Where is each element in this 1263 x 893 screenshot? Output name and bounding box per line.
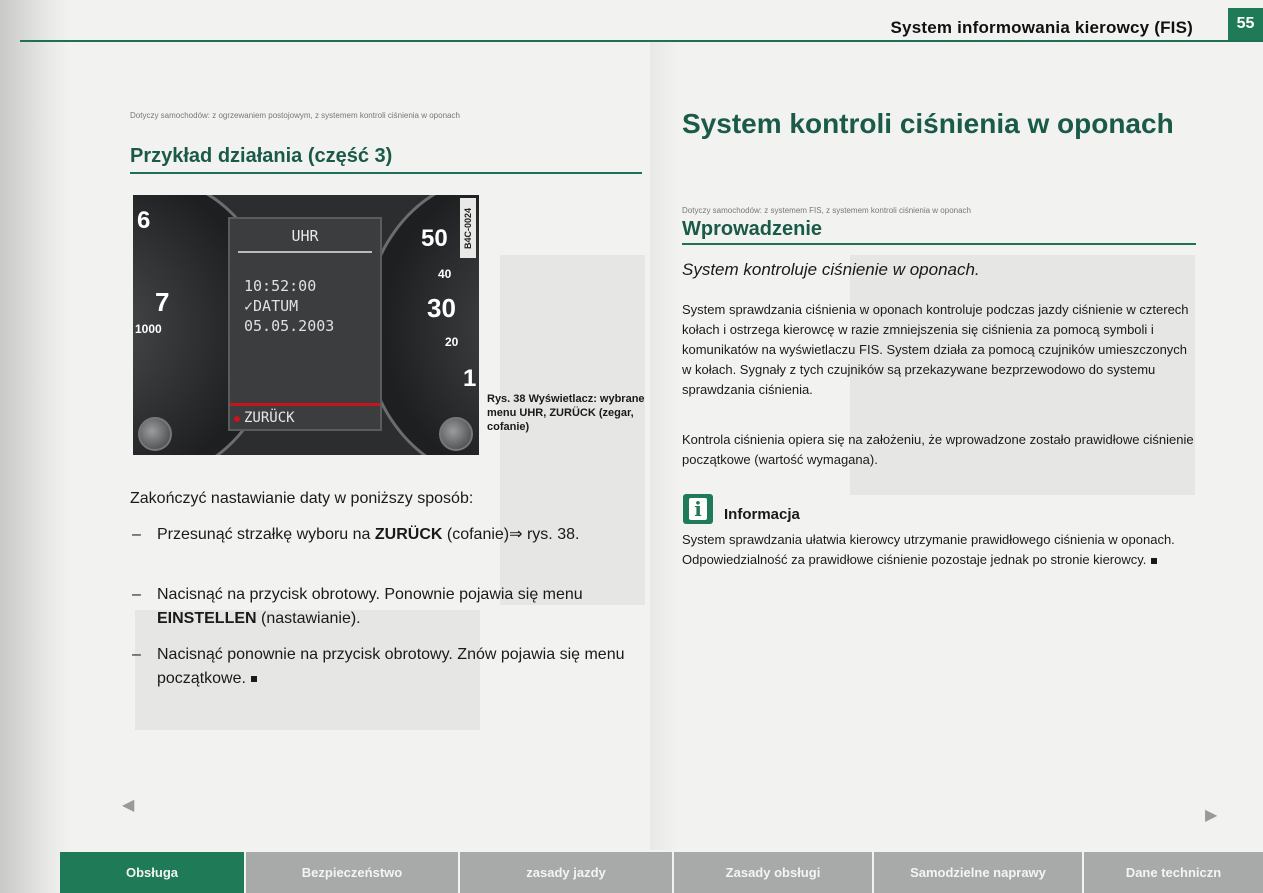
end-square-icon <box>251 676 257 682</box>
gauge-number: 1000 <box>135 322 162 336</box>
caption-text: Wyświetlacz: wybrane menu UHR, ZURÜCK (zegar, cofanie) <box>487 393 645 433</box>
list-dash: – <box>132 646 141 663</box>
paragraph: System sprawdzania ciśnienia w oponach kontroluje podczas jazdy ciśnienie w czterech kołach i ostrzega kierowcę w razie zmniejszenia się ciśnienia za pomocą symboli i komunikatów na wyświetlaczu FIS. System działa za pomocą czujników umieszczonych w kołach. Sygnały z tych czujników są przekazywane bezprzewodowo do systemu sprawdzania ciśnienia. <box>682 302 1189 397</box>
chapter-nav-bar <box>60 852 1263 893</box>
running-header-title: System informowania kierowcy (FIS) <box>890 18 1193 37</box>
chapter-title: System kontroli ciśnienia w oponach <box>682 108 1174 139</box>
next-page-arrow-icon: ▶ <box>1205 807 1218 824</box>
nav-tab-bezpieczenstwo[interactable]: Bezpieczeństwo <box>246 852 460 893</box>
list-dash: – <box>132 526 141 543</box>
gauge-number: 50 <box>421 225 448 252</box>
section-title: Wprowadzenie <box>682 218 823 240</box>
instrument-cluster-figure <box>133 195 479 455</box>
step-text: Nacisnąć na przycisk obrotowy. Ponownie pojawia się menu <box>157 586 583 603</box>
step-bold-term: EINSTELLEN <box>157 610 257 627</box>
nav-tab-samodzielne-naprawy[interactable]: Samodzielne naprawy <box>874 852 1084 893</box>
fis-display <box>228 217 382 431</box>
nav-tab-dane-techniczne[interactable]: Dane techniczn <box>1084 852 1263 893</box>
info-paragraph <box>682 530 1197 570</box>
display-selected-item: ✓DATUM <box>244 297 299 315</box>
gauge-number: 6 <box>137 207 151 234</box>
figure-caption <box>487 392 647 434</box>
applicability-note: Dotyczy samochodów: z systemem FIS, z systemem kontroli ciśnienia w oponach <box>682 206 971 215</box>
display-menu-title: UHR <box>291 227 319 245</box>
step-text: Nacisnąć ponownie na przycisk obrotowy. Znów pojawia się menu początkowe. <box>157 646 625 687</box>
section-title: Przykład działania (część 3) <box>130 145 393 167</box>
intro-text: Zakończyć nastawianie daty w poniższy sposób: <box>130 490 474 507</box>
right-knob <box>439 417 473 451</box>
paragraph: Kontrola ciśnienia opiera się na założeniu, że wprowadzone zostało prawidłowe ciśnienie początkowe (wartość wymagana). <box>682 432 1194 467</box>
info-icon: i <box>683 494 713 524</box>
list-item <box>132 643 642 691</box>
header-rule <box>20 40 1263 42</box>
section-rule <box>682 243 1196 245</box>
nav-tab-obsluga[interactable]: Obsługa <box>60 852 246 893</box>
page-gutter-shade <box>0 0 70 893</box>
step-text: Przesunąć strzałkę wyboru na <box>157 526 375 543</box>
section-rule <box>130 172 642 174</box>
nav-tab-zasady-jazdy[interactable]: zasady jazdy <box>460 852 674 893</box>
left-knob <box>138 417 172 451</box>
figure-id: B4C-0024 <box>460 198 476 258</box>
info-text: System sprawdzania ułatwia kierowcy utrzymanie prawidłowego ciśnienia w oponach. Odpowiedzialność za prawidłowe ciśnienie pozostaje jednak po stronie kierowcy. <box>682 532 1175 567</box>
list-item <box>132 523 642 547</box>
display-back-item: ZURÜCK <box>244 410 295 426</box>
selection-dot-icon <box>234 416 240 422</box>
info-title: Informacja <box>724 506 800 523</box>
display-selection-bar <box>230 403 380 406</box>
step-text: (cofanie)⇒ rys. 38. <box>442 526 580 543</box>
gauge-number: 7 <box>155 287 170 317</box>
step-text: (nastawianie). <box>256 610 361 627</box>
display-date: 05.05.2003 <box>244 317 335 335</box>
gauge-number: 20 <box>445 335 459 349</box>
display-time: 10:52:00 <box>244 277 317 295</box>
applicability-note: Dotyczy samochodów: z ogrzewaniem postojowym, z systemem kontroli ciśnienia w oponach <box>130 111 460 120</box>
page-fold-shade <box>650 40 680 850</box>
list-item <box>132 583 642 631</box>
prev-page-arrow-icon: ◀ <box>122 797 135 814</box>
page-number: 55 <box>1228 8 1263 40</box>
gauge-number: 40 <box>438 267 452 281</box>
gauge-number: 30 <box>427 293 456 323</box>
lead-text: System kontroluje ciśnienie w oponach. <box>682 260 980 279</box>
step-bold-term: ZURÜCK <box>374 526 443 543</box>
list-dash: – <box>132 586 141 603</box>
nav-tab-zasady-obslugi[interactable]: Zasady obsługi <box>674 852 874 893</box>
gauge-number: 1 <box>463 365 477 392</box>
caption-label: Rys. 38 <box>487 393 526 405</box>
display-divider <box>238 251 372 253</box>
end-square-icon <box>1151 558 1157 564</box>
